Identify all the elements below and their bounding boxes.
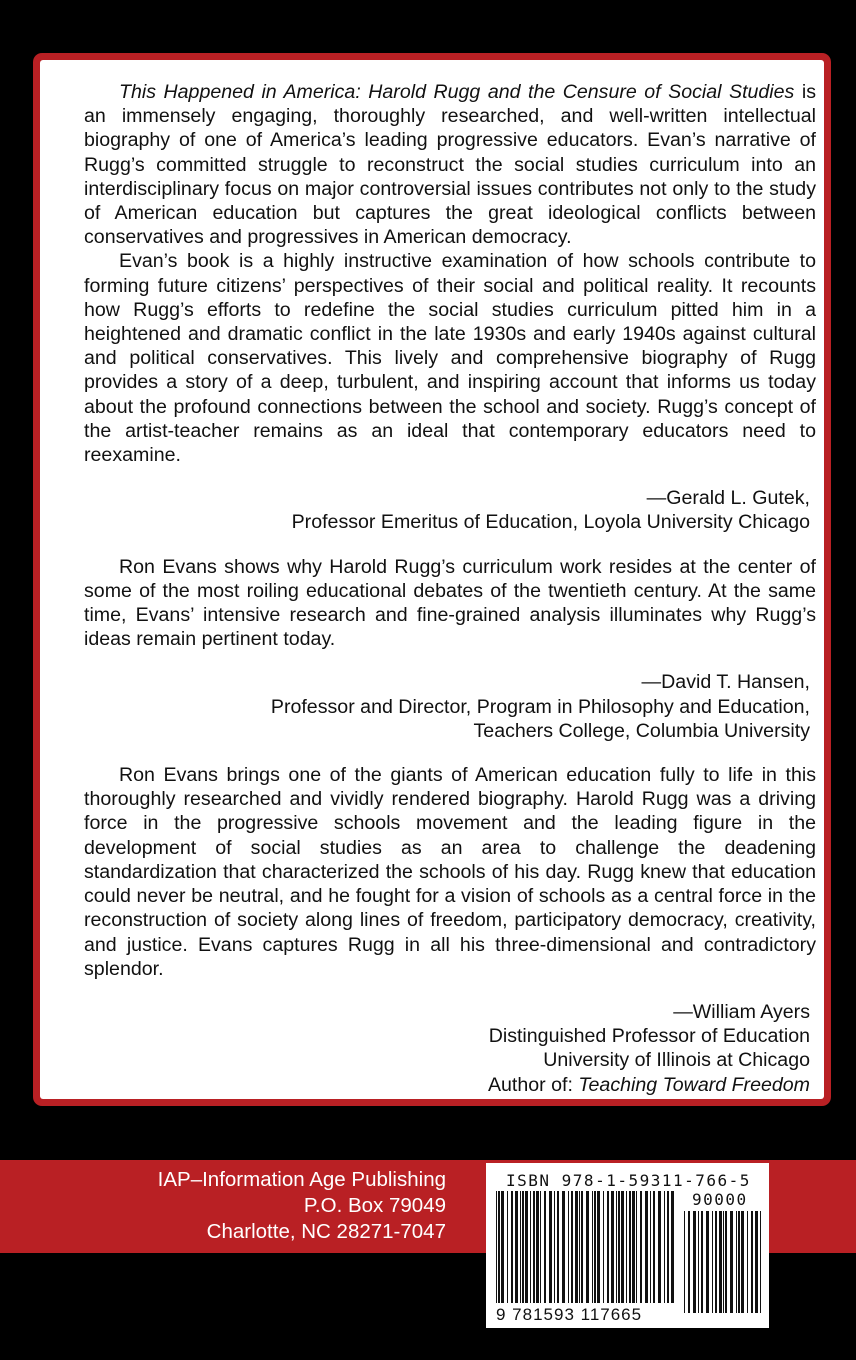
barcode-bar	[525, 1191, 528, 1303]
barcode-bar	[611, 1191, 614, 1303]
barcode-bar	[755, 1211, 758, 1313]
barcode-bar	[626, 1191, 627, 1303]
barcode-bar	[741, 1211, 744, 1313]
barcode-bar	[736, 1211, 737, 1313]
barcode-bar	[712, 1211, 713, 1313]
barcode-bar	[725, 1211, 727, 1313]
barcode-bar	[607, 1191, 609, 1303]
barcode-bar	[498, 1191, 500, 1303]
barcode-bar	[511, 1191, 513, 1303]
reviewer-1-name: —Gerald L. Gutek,	[646, 487, 810, 510]
publisher-info	[158, 1167, 446, 1245]
reviewer-3-name: —William Ayers	[673, 1000, 810, 1023]
barcode-bar	[636, 1191, 637, 1303]
reviewer-3-author-of: Author of: Teaching Toward Freedom	[487, 1073, 810, 1096]
barcode-bar	[664, 1191, 665, 1303]
barcode-bar	[719, 1211, 722, 1313]
barcode-bar	[571, 1191, 573, 1303]
barcode-bar	[616, 1191, 617, 1303]
barcode-bar	[544, 1191, 546, 1303]
barcode-bar	[536, 1191, 539, 1303]
barcode-bar	[621, 1191, 624, 1303]
reviewer-1-title: Professor Emeritus of Education, Loyola University Chicago	[291, 511, 810, 534]
barcode-bar	[698, 1211, 699, 1313]
barcode-bar	[496, 1191, 497, 1303]
barcode-bar	[723, 1211, 724, 1313]
isbn-barcode-box	[486, 1163, 769, 1328]
spacer	[84, 467, 816, 486]
barcode-bar	[586, 1191, 589, 1303]
barcode-bar	[530, 1191, 531, 1303]
review-panel-inner	[40, 60, 824, 1099]
barcode-bar	[603, 1191, 604, 1303]
barcode-bar	[671, 1191, 674, 1303]
barcode-bar	[747, 1211, 748, 1313]
barcode-bar	[738, 1211, 740, 1313]
barcode-bar	[701, 1211, 703, 1313]
barcode-bar	[549, 1191, 552, 1303]
reviewer-2-affiliation: Teachers College, Columbia University	[473, 719, 810, 742]
barcode-bar	[597, 1191, 600, 1303]
reviewer-2-title: Professor and Director, Program in Philosophy and Education,	[270, 695, 810, 718]
barcode-bar	[658, 1191, 661, 1303]
reviewer-3-affiliation: University of Illinois at Chicago	[543, 1049, 810, 1072]
review-1-paragraph-1: This Happened in America: Harold Rugg and the Censure of Social Studies is an immensely engaging, thoroughly researched, and well-written intellectual biography of one of America’s leading progressive educators. Evan’s narrative of Rugg’s committed struggle to reconstruct the social studies curriculum into an interdisciplinary focus on major controversial issues contributes not only to the study of American education but captures the great ideological conflicts between conservatives and progressives in American democracy.	[84, 81, 817, 249]
isbn-label: ISBN 978-1-59311-766-5	[506, 1171, 751, 1190]
barcode-bar	[640, 1191, 642, 1303]
book-title: This Happened in America: Harold Rugg and the Censure of Social Studies	[119, 81, 795, 103]
spacer	[84, 651, 816, 670]
barcode-bar	[575, 1191, 578, 1303]
review-1-paragraph-2: Evan’s book is a highly instructive examination of how schools contribute to forming future citizens’ perspectives of their social and political reality. It recounts how Rugg’s efforts to redefine the social studies curriculum pitted him in a heightened and dramatic conflict in the late 1930s and early 1940s against cultural and political conservatives. This lively and comprehensive biography of Rugg provides a story of a deep, turbulent, and inspiring account that informs us today about the profound connections between the school and society. Rugg’s concept of the artist-teacher remains as an ideal that contemporary educators need to reexamine.	[84, 250, 816, 467]
publisher-address-line-2: Charlotte, NC 28271-7047	[206, 1220, 446, 1243]
barcode-bar	[533, 1191, 535, 1303]
barcode-bar	[522, 1191, 524, 1303]
barcode-graphic	[486, 1163, 769, 1328]
review-panel	[33, 53, 831, 1106]
spacer	[84, 743, 816, 763]
barcode-bar	[684, 1211, 685, 1313]
barcode-bar	[715, 1211, 717, 1313]
barcode-bar	[632, 1191, 635, 1303]
publisher-address-line-1: P.O. Box 79049	[303, 1194, 446, 1217]
barcode-bar	[650, 1191, 651, 1303]
barcode-bar	[501, 1191, 504, 1303]
barcode-bar	[688, 1211, 690, 1313]
barcode-bar	[645, 1191, 648, 1303]
barcode-bar	[594, 1191, 596, 1303]
author-of-book-title: Teaching Toward Freedom	[578, 1073, 810, 1096]
ean-digits: 9 781593 117665	[496, 1305, 643, 1324]
spacer	[84, 535, 816, 555]
barcode-bar	[568, 1191, 569, 1303]
barcode-bar	[579, 1191, 580, 1303]
ean-barcode-bars	[496, 1191, 674, 1303]
barcode-bar	[581, 1191, 583, 1303]
publisher-name: IAP–Information Age Publishing	[157, 1168, 446, 1191]
review-2-paragraph-1: Ron Evans shows why Harold Rugg’s curriculum work resides at the center of some of the most roiling educational debates of the twentieth century. At the same time, Evans’ intensive research and fine-grained analysis illuminates why Rugg’s ideas remain pertinent today.	[84, 555, 816, 651]
barcode-bar	[706, 1211, 709, 1313]
barcode-bar	[557, 1191, 559, 1303]
reviewer-3-title: Distinguished Professor of Education	[488, 1025, 810, 1048]
addon-barcode-bars	[684, 1211, 761, 1313]
reviews-content	[84, 80, 816, 1097]
barcode-bar	[554, 1191, 555, 1303]
barcode-bar	[618, 1191, 620, 1303]
barcode-bar	[592, 1191, 593, 1303]
barcode-bar	[751, 1211, 753, 1313]
barcode-bar	[507, 1191, 508, 1303]
review-3-paragraph-1: Ron Evans brings one of the giants of American education fully to life in this thoroughly researched and vividly rendered biography. Harold Rugg was a driving force in the progressive schools movement and the leading figure in the development of social studies as an area to challenge the deadening standardization that characterized the schools of his day. Rugg knew that education could never be neutral, and he fought for a vision of schools as a central force in the reconstruction of society along lines of freedom, participatory democracy, creativity, and justice. Evans captures Rugg in all his three-dimensional and contradictory splendor.	[84, 764, 816, 980]
barcode-bar	[562, 1191, 565, 1303]
barcode-bar	[653, 1191, 655, 1303]
barcode-bar	[667, 1191, 669, 1303]
barcode-bar	[515, 1191, 518, 1303]
price-addon-number: 90000	[692, 1190, 748, 1209]
barcode-bar	[730, 1211, 733, 1313]
barcode-bar	[540, 1191, 541, 1303]
spacer	[84, 981, 816, 1000]
barcode-bar	[520, 1191, 521, 1303]
reviewer-2-name: —David T. Hansen,	[641, 671, 810, 694]
barcode-bar	[760, 1211, 761, 1313]
barcode-bar	[629, 1191, 631, 1303]
barcode-bar	[693, 1211, 696, 1313]
